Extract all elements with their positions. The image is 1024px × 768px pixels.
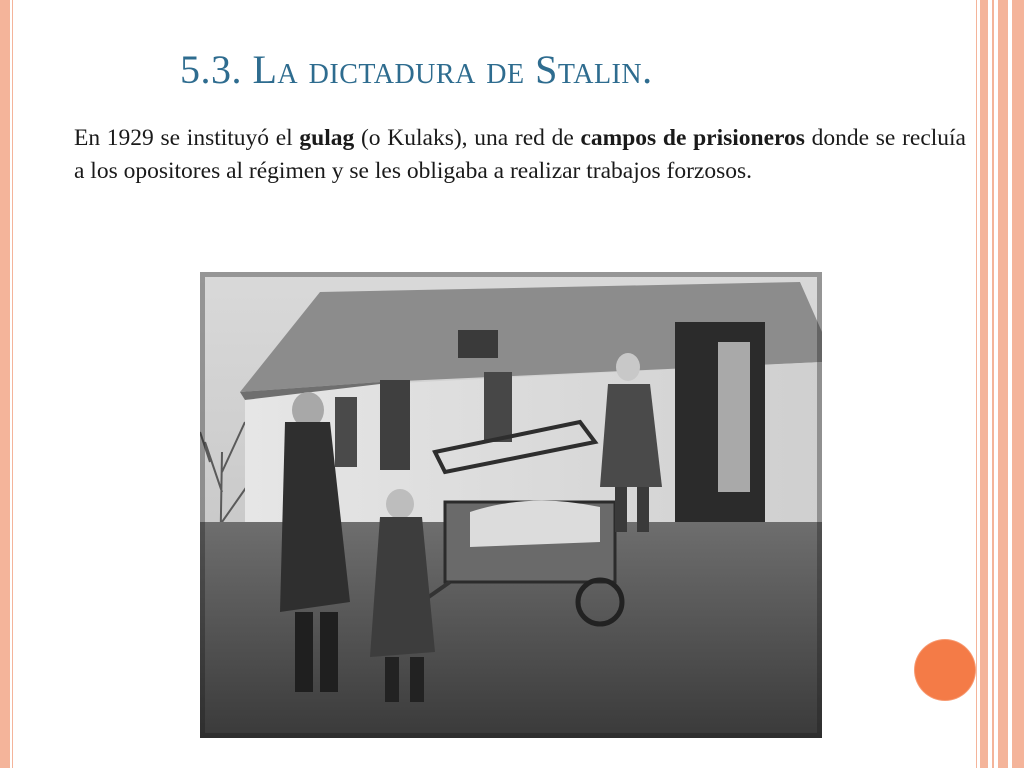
paragraph-bold-gulag: gulag [299,125,355,151]
orange-circle-decoration [915,640,975,700]
left-border-decoration [0,0,10,768]
photo-illustration [200,272,822,738]
historical-photo [200,272,822,738]
window-3 [458,330,498,358]
paragraph-text-3: donde se recluía a los opositores al régimen y se les obligaba a realizar trabajos forzosos. [74,125,966,185]
paragraph-bold-campos: campos de prisioneros [580,125,805,151]
left-border-line [12,0,13,768]
window-4 [484,372,512,442]
paragraph-text-1: En 1929 se instituyó el [74,125,300,151]
right-stripes-decoration [976,0,1024,768]
window-1 [335,397,357,467]
paragraph-text-2: (o Kulaks), una red de [354,125,581,151]
slide-title: 5.3. La dictadura de Stalin. [180,47,653,92]
slide-paragraph [74,122,966,189]
window-2 [380,380,410,470]
